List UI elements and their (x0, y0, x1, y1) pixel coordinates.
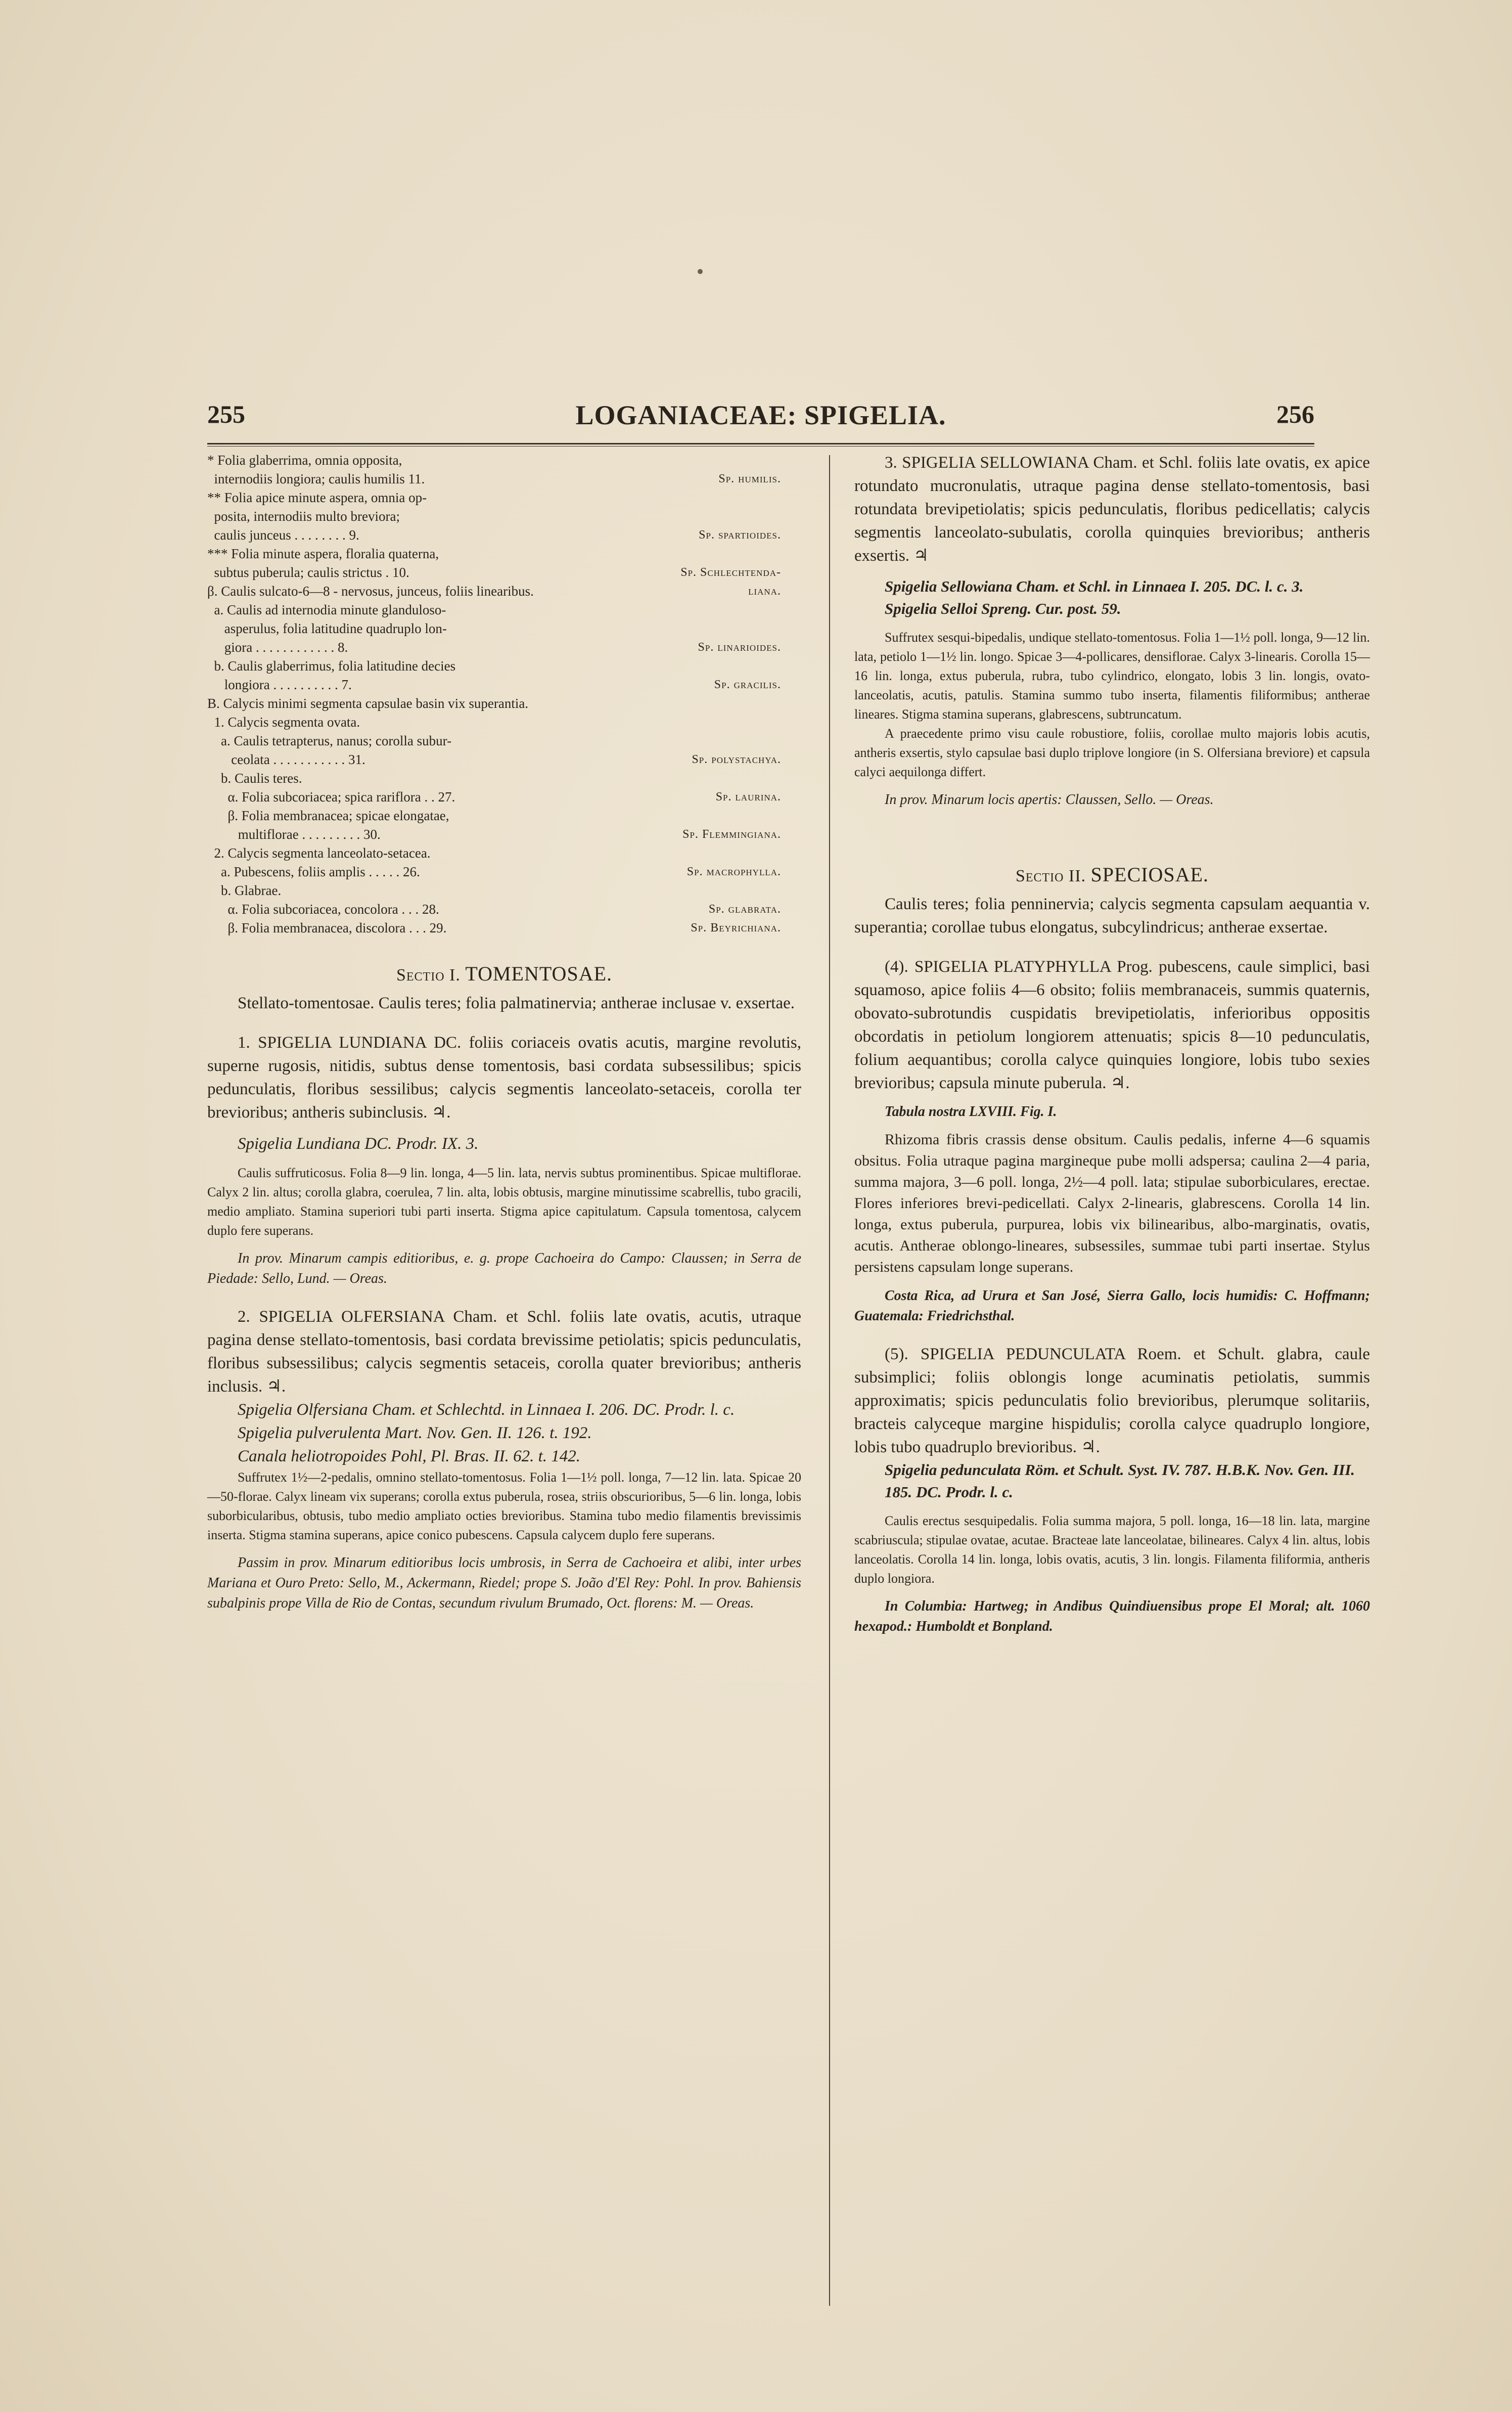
species-2-locality: Passim in prov. Minarum editioribus locis umbrosis, in Serra de Cachoeira et alibi, inter urbes Mariana et Ouro Preto: Sello, M., Ackermann, Riedel; prope S. João d'El Rey: Pohl. In prov. Bahiensis subalpinis prope Villa de Rio de Contas, secundum rivulum Brumado, Oct. florens: M. — Oreas. (207, 1555, 801, 1611)
section-label: Sectio II. (1015, 867, 1086, 885)
key-row-text: b. Caulis glaberrimus, folia latitudine decies (207, 658, 456, 674)
column-divider (829, 455, 830, 2306)
key-row (207, 844, 801, 863)
species-3-synonym-1: Spigelia Sellowiana Cham. et Schl. in Linnaea I. 205. DC. l. c. 3. (885, 577, 1304, 595)
species-2-diagnosis (207, 1305, 801, 1398)
key-row-text: β. Folia membranacea; spicae elongatae, (207, 808, 449, 823)
page-title: LOGANIACEAE: SPIGELIA. (575, 400, 946, 430)
species-3-synonym-2: Spigelia Selloi Spreng. Cur. post. 59. (885, 600, 1121, 617)
species-2-synonym-2: Spigelia pulverulenta Mart. Nov. Gen. II. 126. t. 192. (238, 1424, 592, 1442)
key-row-text: multiflorae . . . . . . . . . 30. (207, 827, 381, 842)
page-number-right: 256 (1276, 400, 1314, 428)
species-5-synonym: Spigelia pedunculata Röm. et Schult. Syst. IV. 787. H.B.K. Nov. Gen. III. 185. DC. Prodr. l. c. (885, 1461, 1355, 1501)
key-row-species: Sp. humilis. (718, 472, 781, 485)
key-row (207, 601, 801, 619)
key-row-text: ** Folia apice minute aspera, omnia op- (207, 490, 427, 505)
species-key (207, 451, 801, 937)
key-row (207, 582, 801, 601)
species-1-text: foliis coriaceis ovatis acutis, margine revolutis, superne rugosis, nitidis, subtus dense tomentosis, basi cordata subsessilibus; spicis pedunculatis, floribus sessilibus; calycis segmentis lanceolato-setaceis, corolla ter brevioribus; antheris subinclusis. ♃. (207, 1034, 802, 1122)
species-4-description: Rhizoma fibris crassis dense obsitum. Caulis pedalis, inferne 4—6 squamis obsitus. Folia utraque pagina margineque pube molli adspersa; caulina 2—4 paria, summa majora, 3—6 poll. longa, 2½—4 poll. lata; stipulae suborbiculares, erectae. Flores inferiores brevi-pedicellati. Calyx 2-linearis, glabrescens. Corolla 14 lin. longa, extus puberula, purpurea, lobis vix bilinearibus, albo-marginatis, ovatis, acutis. Antherae oblongo-lineares, subsessiles, summae tubi parti insertae. Stylus persistens capsulam longe superans. (854, 1131, 1370, 1275)
key-row (207, 919, 801, 937)
running-header (207, 399, 1314, 440)
key-row (207, 488, 801, 507)
key-row-text: * Folia glaberrima, omnia opposita, (207, 453, 402, 468)
header-rule (207, 443, 1314, 444)
key-row-text: b. Caulis teres. (207, 771, 302, 786)
key-row (207, 807, 801, 825)
key-row (207, 676, 801, 694)
species-3-name: 3. SPIGELIA SELLOWIANA Cham. et Schl. (885, 454, 1193, 472)
key-row (207, 769, 801, 788)
key-row-species: Sp. polystachya. (692, 753, 781, 766)
species-3-note: A praecedente primo visu caule robustiore, foliis, corollae multo majoris lobis acutis, antheris exsertis, stylo capsulae basi duplo triplove longiore (in S. Olfersiana breviore) et capsula calyci aequilonga differt. (854, 726, 1370, 779)
section-2-description: Caulis teres; folia penninervia; calycis segmenta capsulam aequantia v. superantia; corollae tubus elongatus, subcylindricus; antherae exsertae. (854, 895, 1370, 936)
ink-dot (698, 269, 703, 274)
species-1-locality: In prov. Minarum campis editioribus, e. g. prope Cachoeira do Campo: Claussen; in Serra de Piedade: Sello, Lund. — Oreas. (207, 1250, 801, 1286)
section-heading-speciosae (854, 863, 1370, 886)
key-row-species: liana. (748, 585, 781, 598)
key-row (207, 750, 801, 769)
key-row-species: Sp. spartioides. (699, 528, 781, 542)
species-3-diagnosis (854, 451, 1370, 567)
species-4-text: pubescens, caule simplici, basi squamoso, apice foliis 4—6 obsito; foliis membranaceis, summis quaternis, obovato-subrotundis cuspidatis brevipetiolatis, inferioribus oppositis obcordatis in petiolum longiorem attenuatis; spicis 8—10 pedunculatis, folium aequantibus; corolla calyce quinquies longiore, lobis tubo sexies brevioribus; capsula minute puberula. ♃. (854, 958, 1370, 1092)
species-1-diagnosis (207, 1031, 801, 1124)
key-row (207, 788, 801, 807)
section-name: SPECIOSAE. (1090, 863, 1209, 886)
species-5-locality: In Columbia: Hartweg; in Andibus Quindiuensibus prope El Moral; alt. 1060 hexapod.: Humboldt et Bonpland. (854, 1598, 1370, 1634)
key-row-text: β. Caulis sulcato-6—8 - nervosus, junceus, foliis linearibus. (207, 584, 534, 599)
key-row-text: posita, internodiis multo breviora; (207, 509, 400, 524)
species-3-locality: In prov. Minarum locis apertis: Claussen, Sello. — Oreas. (885, 792, 1214, 808)
species-3-text: foliis late ovatis, ex apice rotundato mucronulatis, utraque pagina dense stellato-tomentosis, basi rotundata brevipetiolatis; spicis pedunculatis, floribus pedicellatis; calycis segmentis lanceolato-subulatis, corolla quinquies brevioribus; antheris exsertis. ♃ (854, 454, 1370, 565)
key-row (207, 881, 801, 900)
key-row (207, 470, 801, 488)
species-5-text: glabra, caule subsimplici; foliis oblongis longe acuminatis petiolatis, summis approximatis; spicis pedunculatis folio brevioribus, plerumque solitariis, bracteis calyceque margine hispidulis; corolla calyce quadruplo longiore, lobis tubo quadruplo brevioribus. ♃. (854, 1345, 1370, 1456)
key-row-species: Sp. macrophylla. (686, 865, 781, 878)
key-row (207, 900, 801, 919)
key-row (207, 563, 801, 582)
species-4-diagnosis (854, 955, 1370, 1095)
key-row (207, 545, 801, 563)
key-row-species: Sp. glabrata. (708, 903, 781, 916)
key-row-text: longiora . . . . . . . . . . 7. (207, 677, 352, 692)
right-column (854, 451, 1370, 1637)
key-row (207, 507, 801, 526)
section-name: TOMENTOSAE. (465, 962, 613, 985)
species-1-name: 1. SPIGELIA LUNDIANA DC. (238, 1034, 462, 1052)
species-1-description: Caulis suffruticosus. Folia 8—9 lin. longa, 4—5 lin. lata, nervis subtus prominentibus. Spicae multiflorae. Calyx 2 lin. altus; corolla glabra, coerulea, 7 lin. alta, lobis obtusis, margine minutissime scabrellis, tubo gracili, medio ampliato. Stamina superiori tubi parti inserta. Stigma apice capitulatum. Capsula tomentosa, calycem duplo fere superans. (207, 1166, 801, 1238)
key-row (207, 825, 801, 844)
species-2-synonym-1: Spigelia Olfersiana Cham. et Schlechtd. in Linnaea I. 206. DC. Prodr. l. c. (238, 1401, 735, 1419)
section-description: Stellato-tomentosae. Caulis teres; folia palmatinervia; antherae inclusae v. exsertae. (238, 994, 795, 1012)
species-5-diagnosis (854, 1343, 1370, 1459)
key-row-text: B. Calycis minimi segmenta capsulae basin vix superantia. (207, 696, 529, 711)
species-4-locality: Costa Rica, ad Urura et San José, Sierra Gallo, locis humidis: C. Hoffmann; Guatemala: Friedrichsthal. (854, 1288, 1370, 1324)
key-row-species: Sp. laurina. (715, 790, 781, 803)
key-row-text: *** Folia minute aspera, floralia quaterna, (207, 546, 439, 561)
species-5-description: Caulis erectus sesquipedalis. Folia summa majora, 5 poll. longa, 16—18 lin. lata, margine scabriuscula; stipulae ovatae, acutae. Bracteae late lanceolatae, bilineares. Calyx 4 lin. altus, lobis lanceolatis. Corolla 14 lin. longa, lobis ovatis, acutis, 3 lin. longis. Filamenta filiformia, antheris duplo longiora. (854, 1513, 1370, 1586)
species-1-synonym: Spigelia Lundiana DC. Prodr. IX. 3. (238, 1135, 479, 1153)
key-row-text: a. Caulis ad internodia minute glanduloso- (207, 602, 446, 617)
key-row (207, 863, 801, 881)
key-row-text: asperulus, folia latitudine quadruplo lon- (207, 621, 447, 636)
key-row (207, 732, 801, 750)
species-2-name: 2. SPIGELIA OLFERSIANA Cham. et Schl. (238, 1308, 561, 1326)
key-row-species: Sp. linarioides. (698, 641, 781, 654)
key-row (207, 619, 801, 638)
key-row-text: α. Folia subcoriacea, concolora . . . 28. (207, 902, 439, 917)
key-row-text: β. Folia membranacea, discolora . . . 29. (207, 920, 447, 935)
species-2-text: foliis late ovatis, acutis, utraque pagina dense stellato-tomentosis, basi cordata brevissime petiolatis; spicis pedunculatis, floribus subsessilibus; calycis segmentis setaceis, corolla quater brevioribus; antheris inclusis. ♃. (207, 1308, 801, 1396)
key-row-text: subtus puberula; caulis strictus . 10. (207, 565, 409, 580)
key-row (207, 713, 801, 732)
left-column (207, 451, 801, 1614)
species-2-synonym-3: Canala heliotropoides Pohl, Pl. Bras. II. 62. t. 142. (238, 1447, 580, 1465)
page-number-left: 255 (207, 400, 245, 428)
key-row-species: Sp. Schlechtenda- (680, 566, 781, 579)
key-row-text: a. Caulis tetrapterus, nanus; corolla subur- (207, 733, 452, 748)
species-4-name: (4). SPIGELIA PLATYPHYLLA Prog. (885, 958, 1153, 976)
key-row-text: α. Folia subcoriacea; spica rariflora . . 27. (207, 789, 455, 805)
species-5-name: (5). SPIGELIA PEDUNCULATA Roem. et Schult. (885, 1345, 1265, 1363)
key-row-text: ceolata . . . . . . . . . . . 31. (207, 752, 365, 767)
key-row (207, 657, 801, 676)
key-row (207, 638, 801, 657)
key-row-text: 1. Calycis segmenta ovata. (207, 714, 360, 730)
key-row-species: Sp. Beyrichiana. (691, 921, 781, 934)
key-row-text: a. Pubescens, foliis amplis . . . . . 26. (207, 864, 420, 879)
key-row-species: Sp. gracilis. (714, 678, 781, 691)
key-row-species: Sp. Flemmingiana. (682, 828, 781, 841)
key-row (207, 526, 801, 545)
key-row-text: internodiis longiora; caulis humilis 11. (207, 471, 425, 486)
key-row-text: giora . . . . . . . . . . . . 8. (207, 640, 348, 655)
key-row-text: b. Glabrae. (207, 883, 282, 898)
key-row-text: caulis junceus . . . . . . . . 9. (207, 527, 359, 543)
section-label: Sectio I. (396, 966, 461, 985)
species-2-description: Suffrutex 1½—2-pedalis, omnino stellato-tomentosus. Folia 1—1½ poll. longa, 7—12 lin. lata. Spicae 20—50-florae. Calyx lineam vix superans; corolla extus puberula, rosea, striis obscurioribus, 5—6 lin. longa, lobis suborbicularibus, obtusis, tubo medio ampliato octies brevioribus. Stamina tubo medio filamentis brevissimis inserta. Stigma stamina superans, apice conico pubescens. Capsula calycem duplo fere superans. (207, 1470, 801, 1542)
key-row (207, 694, 801, 713)
section-heading-tomentosae (207, 962, 801, 986)
key-row (207, 451, 801, 470)
species-3-description: Suffrutex sesqui-bipedalis, undique stellato-tomentosus. Folia 1—1½ poll. longa, 9—12 lin. lata, petiolo 1—1½ lin. longo. Spicae 3—4-pollicares, densiflorae. Calyx 3-linearis. Corolla 15—16 lin. longa, extus puberula, rubra, tubo cylindrico, elongato, lobis 3 lin. longis, ovato-lanceolatis, acutis, patulis. Stamina summo tubo inserta, filamentis filiformibus; antherae lineares. Stigma stamina superans, glabrescens, subtruncatum. (854, 630, 1370, 722)
key-row-text: 2. Calycis segmenta lanceolato-setacea. (207, 845, 431, 861)
species-4-plate: Tabula nostra LXVIII. Fig. I. (885, 1104, 1057, 1120)
